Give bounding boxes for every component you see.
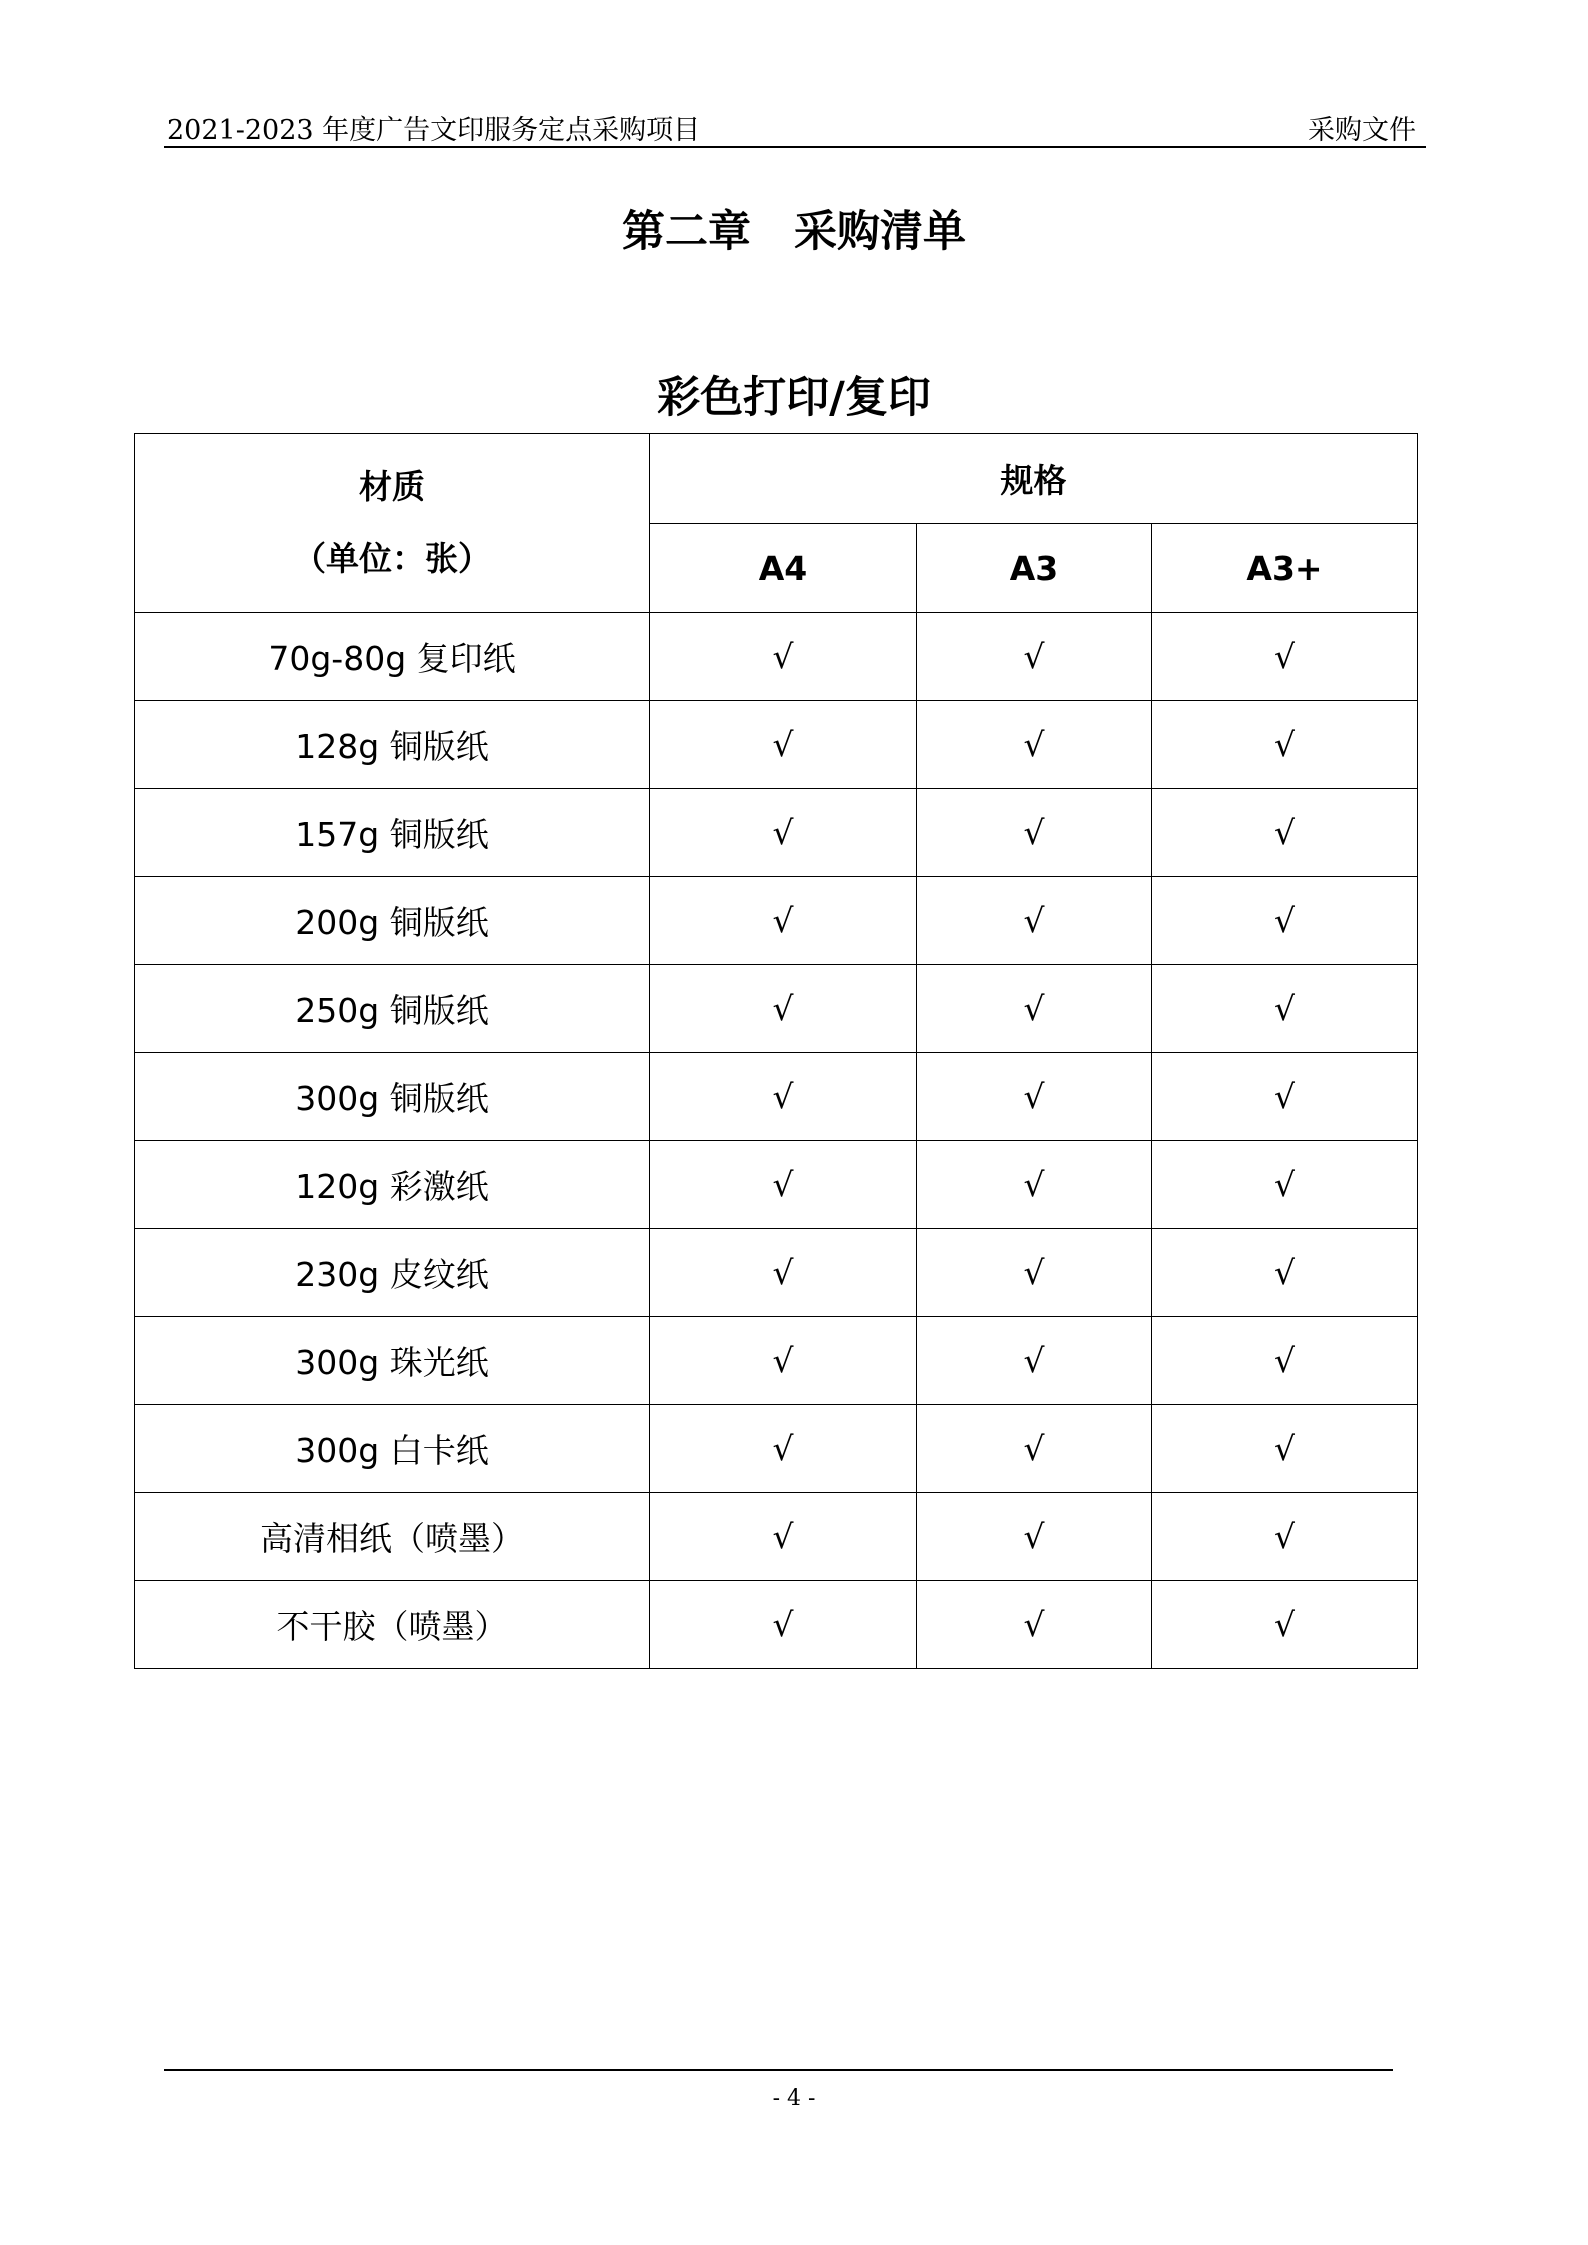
table-row [135, 1405, 1418, 1493]
table-row [135, 1317, 1418, 1405]
material-cell: 高清相纸（喷墨） [135, 1493, 650, 1581]
check-a3: √ [917, 1229, 1152, 1317]
check-a3: √ [917, 1405, 1152, 1493]
table-row [135, 877, 1418, 965]
check-a4: √ [650, 1493, 917, 1581]
header-divider [164, 146, 1426, 148]
check-a3: √ [917, 1141, 1152, 1229]
material-header [135, 434, 650, 613]
check-a3: √ [917, 1053, 1152, 1141]
check-a4: √ [650, 965, 917, 1053]
size-header-a3-plus: A3+ [1152, 524, 1418, 613]
check-a4: √ [650, 701, 917, 789]
table-row [135, 1053, 1418, 1141]
check-a4: √ [650, 1581, 917, 1669]
check-a3: √ [917, 965, 1152, 1053]
material-cell: 157g 铜版纸 [135, 789, 650, 877]
material-header-label: 材质 [359, 467, 425, 506]
material-cell: 128g 铜版纸 [135, 701, 650, 789]
table-row [135, 1493, 1418, 1581]
check-a3-plus: √ [1152, 1141, 1418, 1229]
footer-divider [164, 2069, 1393, 2071]
check-a3-plus: √ [1152, 1405, 1418, 1493]
table-row [135, 1581, 1418, 1669]
material-cell: 300g 珠光纸 [135, 1317, 650, 1405]
chapter-title: 第二章 采购清单 [622, 207, 966, 257]
check-a4: √ [650, 1053, 917, 1141]
check-a3: √ [917, 701, 1152, 789]
material-header-unit: （单位：张） [293, 539, 491, 578]
spec-header: 规格 [650, 434, 1418, 524]
material-cell: 120g 彩激纸 [135, 1141, 650, 1229]
check-a3: √ [917, 613, 1152, 701]
procurement-table [134, 433, 1418, 1669]
material-cell: 200g 铜版纸 [135, 877, 650, 965]
check-a3-plus: √ [1152, 1053, 1418, 1141]
header-project-title: 2021-2023 年度广告文印服务定点采购项目 [167, 115, 701, 146]
check-a3-plus: √ [1152, 965, 1418, 1053]
table-title: 彩色打印/复印 [657, 373, 931, 423]
table-row [135, 789, 1418, 877]
check-a3: √ [917, 789, 1152, 877]
material-cell: 230g 皮纹纸 [135, 1229, 650, 1317]
check-a4: √ [650, 613, 917, 701]
material-cell: 300g 铜版纸 [135, 1053, 650, 1141]
check-a3-plus: √ [1152, 701, 1418, 789]
page-number: - 4 - [772, 2086, 816, 2111]
check-a3-plus: √ [1152, 613, 1418, 701]
material-cell: 250g 铜版纸 [135, 965, 650, 1053]
check-a3: √ [917, 1581, 1152, 1669]
check-a4: √ [650, 1405, 917, 1493]
check-a3: √ [917, 1493, 1152, 1581]
material-cell: 70g-80g 复印纸 [135, 613, 650, 701]
table-row [135, 1141, 1418, 1229]
check-a3-plus: √ [1152, 877, 1418, 965]
check-a4: √ [650, 877, 917, 965]
check-a3: √ [917, 1317, 1152, 1405]
material-cell: 300g 白卡纸 [135, 1405, 650, 1493]
header-doc-type: 采购文件 [1308, 115, 1416, 146]
table-row [135, 701, 1418, 789]
material-cell: 不干胶（喷墨） [135, 1581, 650, 1669]
check-a3-plus: √ [1152, 1581, 1418, 1669]
table-row [135, 613, 1418, 701]
table-header-row [135, 434, 1418, 524]
size-header-a3: A3 [917, 524, 1152, 613]
check-a4: √ [650, 1317, 917, 1405]
check-a4: √ [650, 1141, 917, 1229]
check-a4: √ [650, 789, 917, 877]
table-row [135, 1229, 1418, 1317]
size-header-a4: A4 [650, 524, 917, 613]
check-a3-plus: √ [1152, 1317, 1418, 1405]
table-row [135, 965, 1418, 1053]
check-a3-plus: √ [1152, 789, 1418, 877]
check-a3-plus: √ [1152, 1229, 1418, 1317]
check-a4: √ [650, 1229, 917, 1317]
check-a3-plus: √ [1152, 1493, 1418, 1581]
check-a3: √ [917, 877, 1152, 965]
